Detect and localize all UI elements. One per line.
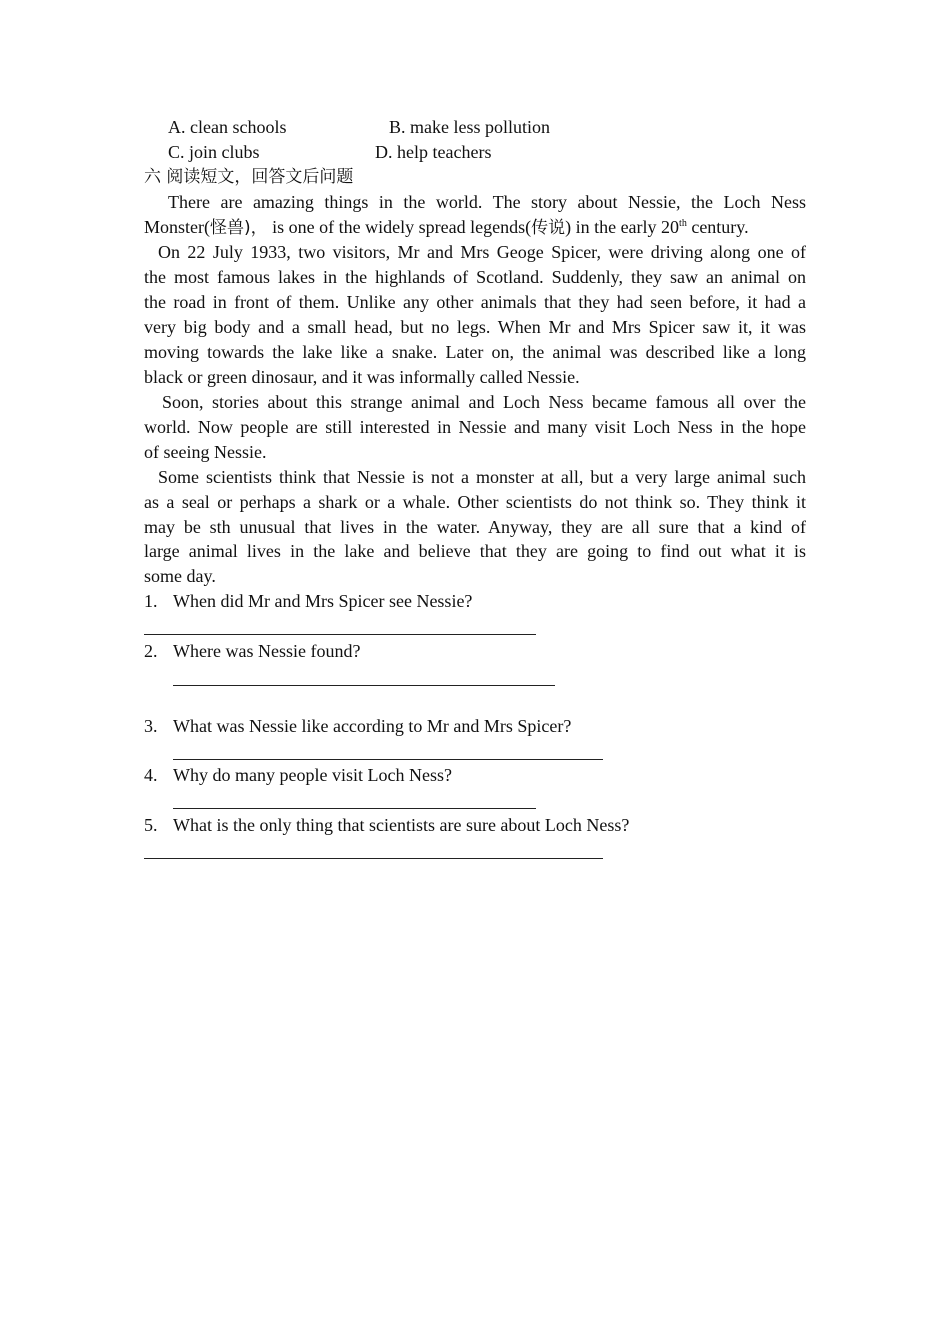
passage-p4-line1: Some scientists think that Nessie is not a monster at all, but a very large animal such xyxy=(158,467,806,487)
p1-superscript: th xyxy=(679,218,687,229)
question-4-text: Why do many people visit Loch Ness? xyxy=(173,765,452,785)
passage-p2-line6: black or green dinosaur, and it was informally called Nessie. xyxy=(144,367,580,387)
passage-p4-line4: large animal lives in the lake and believe that they are going to find out what it is xyxy=(144,541,806,561)
passage-p2-line2: the most famous lakes in the highlands of Scotland. Suddenly, they saw an animal on xyxy=(144,267,806,287)
answer-line-2[interactable] xyxy=(173,685,555,686)
answer-line-4[interactable] xyxy=(173,808,536,809)
p1-cjk-legend: 传说 xyxy=(531,218,566,238)
p1-text-e: century. xyxy=(686,217,749,237)
p1-text-c: is one of the widely spread legends( xyxy=(267,217,532,237)
question-3-number: 3. xyxy=(144,716,158,736)
section-heading: 六 阅读短文，回答文后问题 xyxy=(144,167,354,187)
passage-p1-line2 xyxy=(144,215,749,241)
p1-text-d: ) in the early 20 xyxy=(565,217,680,237)
passage-p2-line3: the road in front of them. Unlike any other animals that they had seen before, it had a xyxy=(144,292,806,312)
question-1-text: When did Mr and Mrs Spicer see Nessie? xyxy=(173,591,473,611)
passage-p4-line5: some day. xyxy=(144,566,216,586)
question-5-number: 5. xyxy=(144,815,158,835)
option-a: A. clean schools xyxy=(168,117,287,137)
answer-line-5[interactable] xyxy=(144,858,603,859)
question-1-number: 1. xyxy=(144,591,158,611)
passage-p3-line3: of seeing Nessie. xyxy=(144,442,267,462)
answer-line-1[interactable] xyxy=(144,634,536,635)
passage-p3-line2: world. Now people are still interested in Nessie and many visit Loch Ness in the hope xyxy=(144,417,806,437)
passage-p4-line3: may be sth unusual that lives in the water. Anyway, they are all sure that a kind of xyxy=(144,517,806,537)
passage-p2-line1: On 22 July 1933, two visitors, Mr and Mrs Geoge Spicer, were driving along one of xyxy=(158,242,806,262)
question-5-text: What is the only thing that scientists are sure about Loch Ness? xyxy=(173,815,630,835)
option-b: B. make less pollution xyxy=(389,117,550,137)
passage-p4-line2: as a seal or perhaps a shark or a whale. Other scientists do not think so. They think it xyxy=(144,492,806,512)
question-2-number: 2. xyxy=(144,641,158,661)
passage-p1-line1: There are amazing things in the world. The story about Nessie, the Loch Ness xyxy=(168,192,806,212)
p1-text-a: Monster( xyxy=(144,217,210,237)
passage-p3-line1: Soon, stories about this strange animal and Loch Ness became famous all over the xyxy=(162,392,806,412)
question-2-text: Where was Nessie found? xyxy=(173,641,361,661)
option-c: C. join clubs xyxy=(168,142,260,162)
p1-cjk-monster: 怪兽 xyxy=(210,218,244,238)
p1-text-b: )， xyxy=(244,218,268,238)
passage-p2-line5: moving towards the lake like a snake. Later on, the animal was described like a long xyxy=(144,342,806,362)
question-3-text: What was Nessie like according to Mr and Mrs Spicer? xyxy=(173,716,572,736)
answer-line-3[interactable] xyxy=(173,759,603,760)
question-4-number: 4. xyxy=(144,765,158,785)
option-d: D. help teachers xyxy=(375,142,492,162)
passage-p2-line4: very big body and a small head, but no legs. When Mr and Mrs Spicer saw it, it was xyxy=(144,317,806,337)
